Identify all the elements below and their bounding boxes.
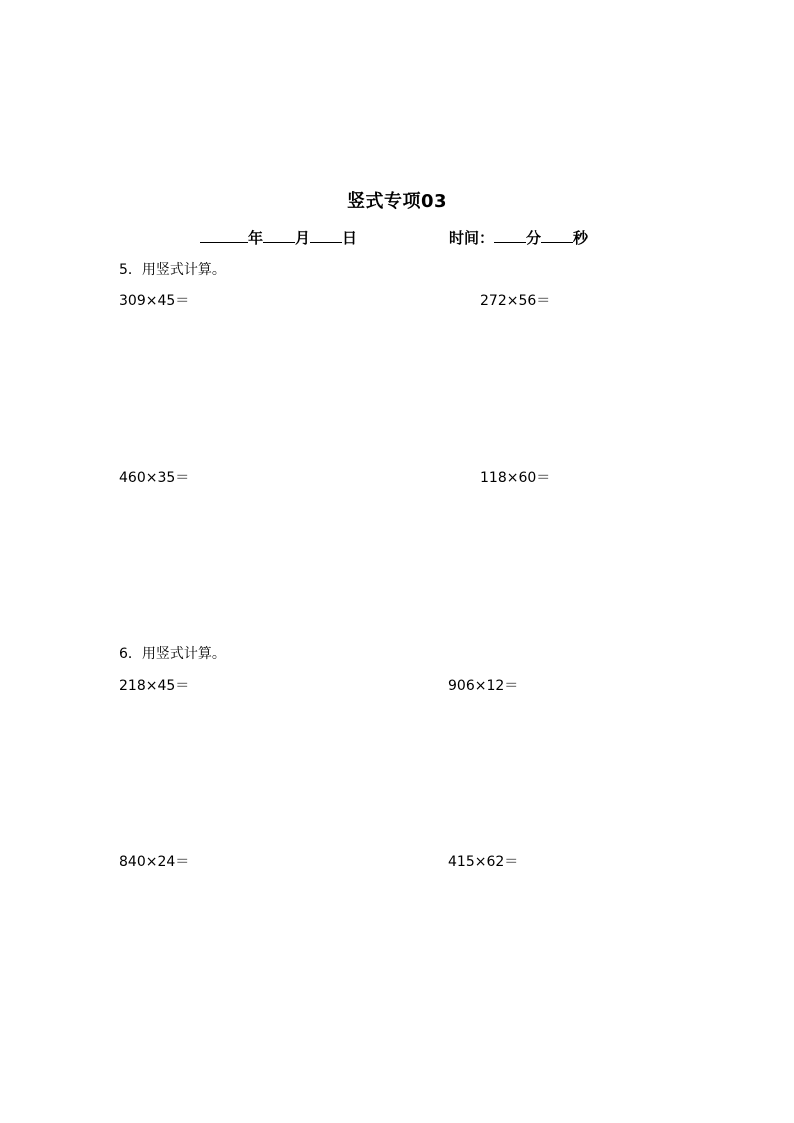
time-label: 时间： xyxy=(449,229,495,247)
problem-item: 309×45＝ xyxy=(119,293,190,309)
page-title: 竖式专项03 xyxy=(346,191,448,212)
section-heading: 5．用竖式计算。 xyxy=(119,262,226,278)
date-line xyxy=(200,227,357,248)
day-label: 日 xyxy=(342,229,358,247)
problem-item: 840×24＝ xyxy=(119,854,190,870)
day-blank[interactable] xyxy=(310,228,342,243)
problem-item: 218×45＝ xyxy=(119,678,190,694)
minute-blank[interactable] xyxy=(494,228,526,243)
problem-item: 415×62＝ xyxy=(448,854,519,870)
time-line xyxy=(449,227,588,248)
problem-item: 906×12＝ xyxy=(448,678,519,694)
year-blank[interactable] xyxy=(200,228,248,243)
problem-item: 460×35＝ xyxy=(119,470,190,486)
problem-item: 118×60＝ xyxy=(480,470,551,486)
year-label: 年 xyxy=(248,229,264,247)
problem-item: 272×56＝ xyxy=(480,293,551,309)
minute-label: 分 xyxy=(526,229,542,247)
month-label: 月 xyxy=(295,229,311,247)
section-heading: 6．用竖式计算。 xyxy=(119,646,226,662)
month-blank[interactable] xyxy=(263,228,295,243)
second-label: 秒 xyxy=(573,229,589,247)
second-blank[interactable] xyxy=(541,228,573,243)
